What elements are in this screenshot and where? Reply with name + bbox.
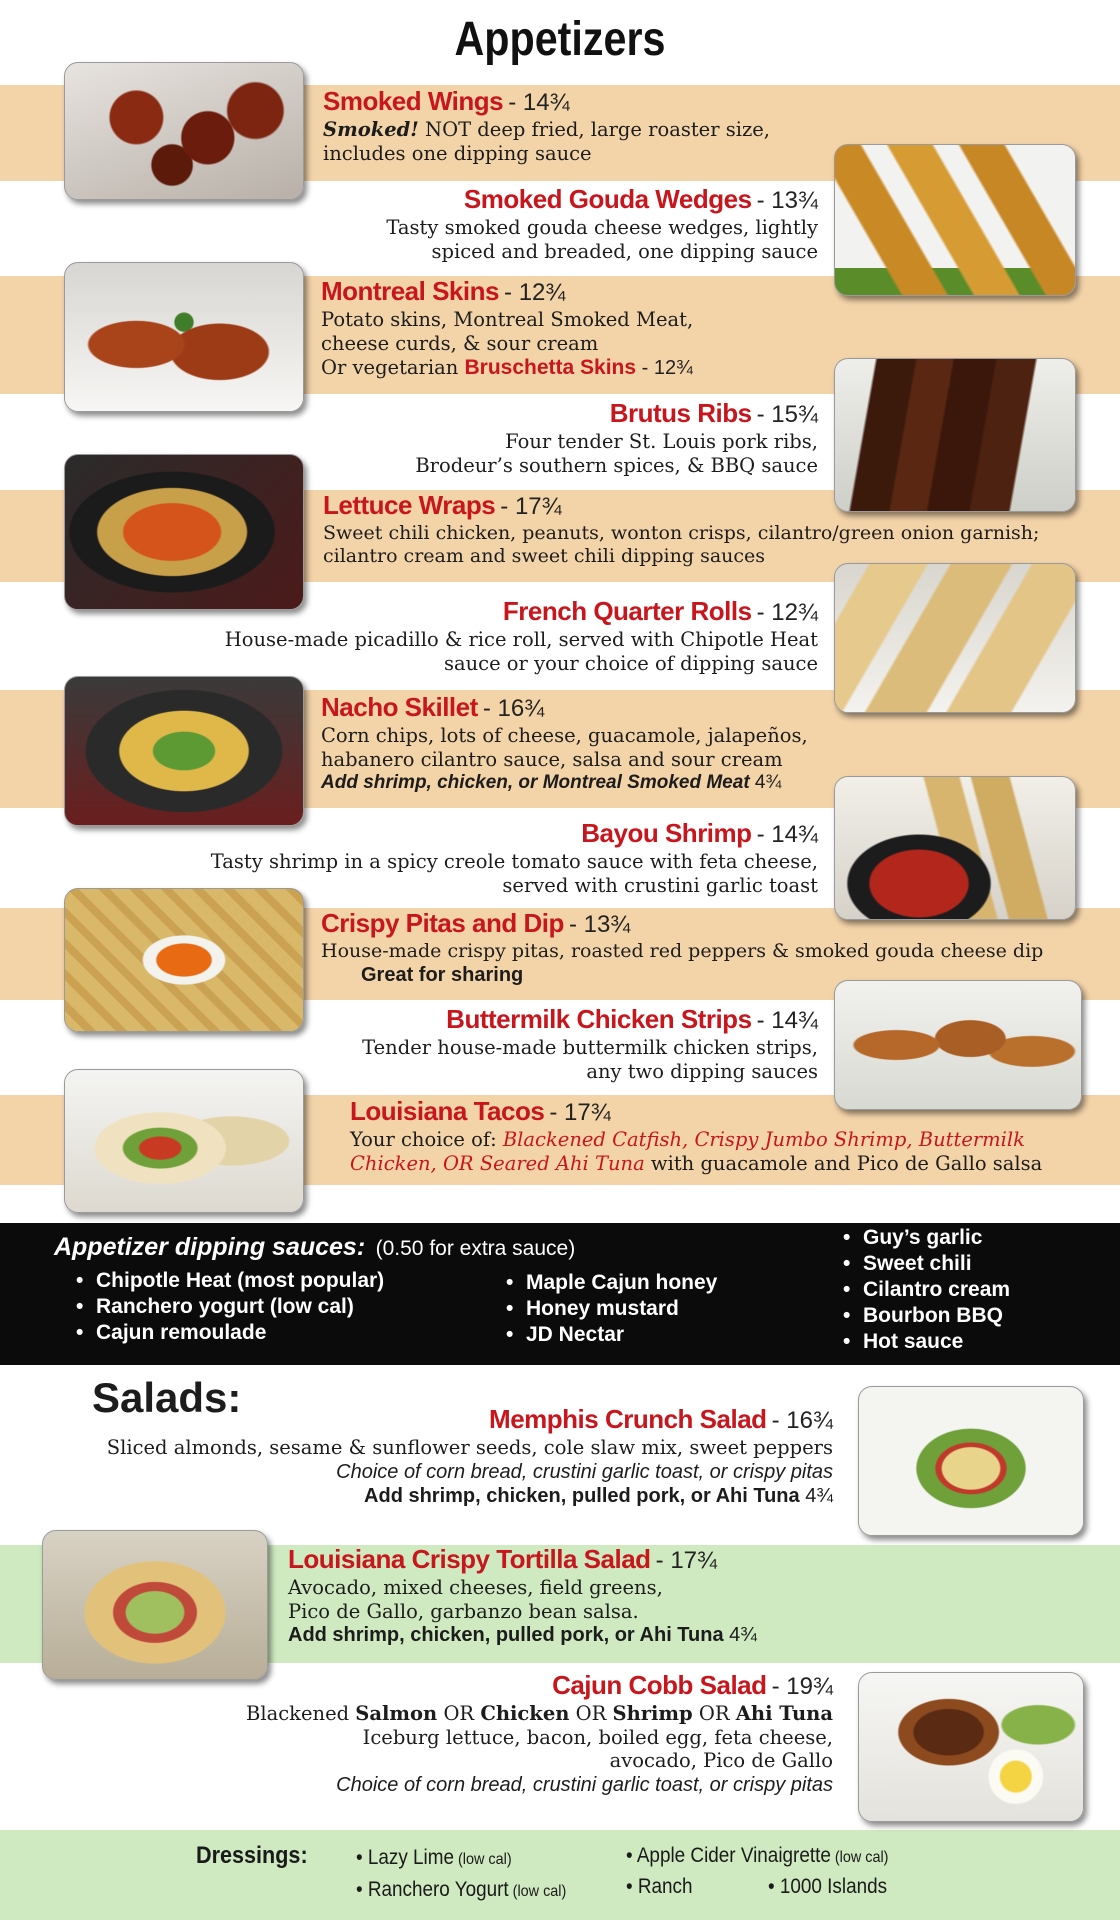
sauce-item: • Cilantro cream <box>841 1277 1010 1303</box>
sauce-item: • Bourbon BBQ <box>841 1303 1010 1329</box>
item-name: Memphis Crunch Salad <box>489 1404 767 1434</box>
louisiana-tacos-photo <box>64 1069 304 1213</box>
cajun-cobb-photo <box>858 1672 1084 1822</box>
item-price: - 12¾ <box>504 279 566 306</box>
item-description: OR <box>569 1701 613 1725</box>
sauces-list-1 <box>74 1268 384 1346</box>
item-addon-price: 4¾ <box>799 1484 833 1507</box>
item-note: Great for sharing <box>361 963 524 986</box>
dressing-name: • Lazy Lime <box>356 1846 455 1869</box>
item-name: Smoked Gouda Wedges <box>463 184 752 214</box>
menu-item <box>300 398 818 477</box>
sauce-item: • Cajun remoulade <box>74 1320 384 1346</box>
item-name: Louisiana Tacos <box>350 1096 545 1126</box>
dressing-name: • Apple Cider Vinaigrette <box>626 1844 831 1867</box>
lettuce-wraps-photo <box>64 454 304 610</box>
dressing-item <box>626 1875 693 1899</box>
item-name: Montreal Skins <box>321 276 499 306</box>
dressing-item <box>768 1875 887 1899</box>
item-description: OR <box>692 1701 736 1725</box>
menu-item <box>200 818 818 897</box>
item-option: Ahi Tuna <box>735 1701 833 1725</box>
dressing-note: (low cal) <box>508 1883 567 1900</box>
item-name: Smoked Wings <box>323 86 504 116</box>
item-option: Salmon <box>355 1701 438 1725</box>
item-choices: Blackened Catfish, Crispy Jumbo Shrimp, Buttermilk <box>502 1127 1025 1151</box>
smoked-wings-photo <box>64 62 304 200</box>
dressing-name: • Ranch <box>626 1875 693 1898</box>
item-addon: Add shrimp, chicken, pulled pork, or Ahi Tuna <box>364 1484 800 1507</box>
item-description: House-made picadillo & rice roll, served with Chipotle Heat <box>224 627 818 651</box>
sauces-heading: Appetizer dipping sauces: <box>54 1233 366 1261</box>
item-description: Potato skins, Montreal Smoked Meat, <box>321 307 694 331</box>
item-description: Corn chips, lots of cheese, guacamole, jalapeños, <box>321 723 808 747</box>
menu-item <box>100 1404 833 1508</box>
menu-item <box>323 490 1083 568</box>
item-name: Nacho Skillet <box>321 692 478 722</box>
item-price: - 14¾ <box>756 1007 818 1034</box>
item-name: Lettuce Wraps <box>323 490 496 520</box>
item-description: served with crustini garlic toast <box>502 873 818 897</box>
brutus-ribs-photo <box>834 358 1076 512</box>
item-price: - 14¾ <box>508 89 570 116</box>
item-lead: Smoked! <box>323 117 419 141</box>
item-option: Shrimp <box>612 1701 693 1725</box>
dressings-label: Dressings: <box>196 1842 308 1869</box>
item-description: NOT deep fried, large roaster size, <box>418 117 770 141</box>
item-addon-price: 4¾ <box>749 772 782 794</box>
item-description: sauce or your choice of dipping sauce <box>443 651 818 675</box>
item-name: Cajun Cobb Salad <box>552 1670 767 1700</box>
french-quarter-rolls-photo <box>834 563 1076 713</box>
item-price: - 15¾ <box>756 401 818 428</box>
item-name: Louisiana Crispy Tortilla Salad <box>288 1544 651 1574</box>
item-description: any two dipping sauces <box>586 1059 818 1083</box>
dressing-note: (low cal) <box>830 1849 889 1866</box>
item-name: Buttermilk Chicken Strips <box>446 1004 752 1034</box>
item-price: - 12¾ <box>756 599 818 626</box>
nacho-skillet-photo <box>64 676 304 826</box>
item-choice: Choice of corn bread, crustini garlic toast, or crispy pitas <box>336 1460 833 1483</box>
page-title: Appetizers <box>454 13 666 66</box>
item-name: French Quarter Rolls <box>502 596 752 626</box>
item-description: cheese curds, & sour cream <box>321 331 599 355</box>
menu-item <box>321 276 841 381</box>
item-description: spiced and breaded, one dipping sauce <box>431 239 818 263</box>
crispy-pitas-photo <box>64 888 304 1032</box>
item-description: Tender house-made buttermilk chicken strips, <box>362 1035 818 1059</box>
item-name: Crispy Pitas and Dip <box>321 908 564 938</box>
menu-item <box>323 86 843 165</box>
menu-item <box>300 1004 818 1083</box>
item-choices: Chicken, OR Seared Ahi Tuna <box>350 1151 645 1175</box>
sauce-item: • Chipotle Heat (most popular) <box>74 1268 384 1294</box>
dressing-name: • 1000 Islands <box>768 1875 888 1898</box>
sauces-list-3 <box>841 1225 1010 1355</box>
item-description: OR <box>437 1701 481 1725</box>
item-addon-price: 4¾ <box>723 1624 757 1647</box>
item-description: Sliced almonds, sesame & sunflower seeds, cole slaw mix, sweet peppers <box>106 1435 833 1459</box>
item-price: - 17¾ <box>655 1547 718 1574</box>
item-price: - 14¾ <box>756 821 818 848</box>
chicken-strips-photo <box>834 980 1082 1110</box>
sauces-list-2 <box>504 1270 717 1348</box>
sauce-item: • Sweet chili <box>841 1251 1010 1277</box>
sauce-item: • Hot sauce <box>841 1329 1010 1355</box>
item-option: Chicken <box>480 1701 570 1725</box>
menu-item <box>200 596 818 675</box>
dressing-item <box>356 1878 566 1902</box>
sauce-item: • JD Nectar <box>504 1322 717 1348</box>
dressing-note: (low cal) <box>454 1851 512 1868</box>
menu-item <box>321 908 1081 987</box>
item-description: House-made crispy pitas, roasted red peppers & smoked gouda cheese dip <box>321 939 1044 962</box>
item-description: Your choice of: <box>350 1127 503 1151</box>
tortilla-salad-photo <box>42 1530 268 1680</box>
item-description: Brodeur’s southern spices, & BBQ sauce <box>415 453 818 477</box>
menu-band <box>0 1830 1120 1920</box>
item-addon: Add shrimp, chicken, or Montreal Smoked Meat <box>321 772 750 794</box>
dressing-item <box>626 1844 888 1868</box>
item-price: - 17¾ <box>549 1099 611 1126</box>
menu-item <box>350 1096 1090 1175</box>
item-description: avocado, Pico de Gallo <box>609 1749 833 1773</box>
gouda-wedges-photo <box>834 144 1076 296</box>
menu-item <box>300 184 818 263</box>
item-description: cilantro cream and sweet chili dipping sauces <box>323 544 766 567</box>
item-description: Tasty shrimp in a spicy creole tomato sauce with feta cheese, <box>210 849 818 873</box>
menu-item <box>200 1670 833 1797</box>
item-alt-prefix: Or vegetarian <box>321 356 465 380</box>
item-description: Sweet chili chicken, peanuts, wonton crisps, cilantro/green onion garnish; <box>323 521 1040 544</box>
item-name: Brutus Ribs <box>609 398 752 428</box>
sauce-item: • Maple Cajun honey <box>504 1270 717 1296</box>
montreal-skins-photo <box>64 262 304 412</box>
sauce-item: • Guy’s garlic <box>841 1225 1010 1251</box>
item-price: - 16¾ <box>771 1407 833 1434</box>
item-price: - 13¾ <box>756 187 818 214</box>
item-description: includes one dipping sauce <box>323 141 592 165</box>
item-name: Bayou Shrimp <box>581 818 752 848</box>
menu-item <box>288 1544 848 1648</box>
item-price: - 19¾ <box>771 1673 833 1700</box>
item-description: Tasty smoked gouda cheese wedges, lightly <box>386 215 818 239</box>
item-description: with guacamole and Pico de Gallo salsa <box>644 1151 1043 1175</box>
item-description: Iceburg lettuce, bacon, boiled egg, feta cheese, <box>362 1725 833 1749</box>
item-description: Blackened <box>246 1701 356 1725</box>
memphis-salad-photo <box>858 1386 1084 1536</box>
item-description: Avocado, mixed cheeses, field greens, <box>288 1575 663 1599</box>
dressing-item <box>356 1846 512 1870</box>
item-description: Pico de Gallo, garbanzo bean salsa. <box>288 1599 639 1623</box>
sauce-item: • Ranchero yogurt (low cal) <box>74 1294 384 1320</box>
item-alt-price: - 12¾ <box>636 357 693 380</box>
item-addon: Add shrimp, chicken, pulled pork, or Ahi Tuna <box>288 1624 724 1647</box>
menu-item <box>321 692 841 794</box>
item-price: - 13¾ <box>568 911 631 938</box>
item-price: - 17¾ <box>500 493 562 520</box>
salads-title: Salads: <box>92 1374 242 1421</box>
bayou-shrimp-photo <box>834 776 1076 920</box>
sauces-note: (0.50 for extra sauce) <box>375 1237 576 1260</box>
item-price: - 16¾ <box>482 695 545 722</box>
item-choice: Choice of corn bread, crustini garlic toast, or crispy pitas <box>336 1774 833 1797</box>
item-alt-name: Bruschetta Skins <box>464 356 637 380</box>
sauce-item: • Honey mustard <box>504 1296 717 1322</box>
dipping-sauces-panel <box>0 1223 1120 1365</box>
dressing-name: • Ranchero Yogurt <box>356 1878 509 1901</box>
item-description: habanero cilantro sauce, salsa and sour cream <box>321 747 783 771</box>
item-description: Four tender St. Louis pork ribs, <box>505 429 818 453</box>
